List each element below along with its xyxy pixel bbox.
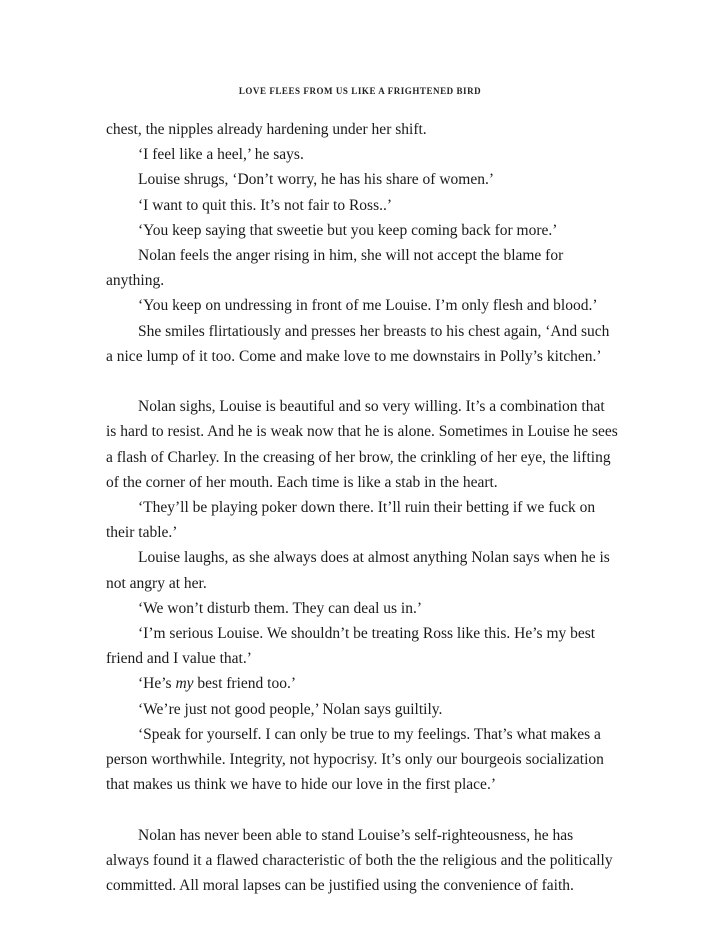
paragraph	[106, 823, 618, 899]
text-run: ‘I want to quit this. It’s not fair to Ross..’	[138, 196, 393, 214]
paragraph	[106, 243, 618, 293]
page-body	[106, 117, 618, 898]
text-run: She smiles flirtatiously and presses her breasts to his chest again, ‘And such a nice lump of it too. Come and make love to me downstairs in Polly’s kitchen.’	[106, 322, 610, 365]
text-run: ‘Speak for yourself. I can only be true to my feelings. That’s what makes a person worthwhile. Integrity, not hypocrisy. It’s only our bourgeois socialization that makes us think we have to hide our love in the first place.’	[106, 725, 604, 794]
text-run: chest, the nipples already hardening under her shift.	[106, 121, 427, 138]
text-run: ‘We’re just not good people,’ Nolan says guiltily.	[138, 700, 443, 718]
text-run: Louise laughs, as she always does at almost anything Nolan says when he is not angry at her.	[106, 549, 610, 592]
text-run: ‘I feel like a heel,’ he says.	[138, 146, 304, 164]
paragraph	[106, 621, 618, 671]
paragraph	[106, 193, 618, 218]
paragraph	[106, 293, 618, 318]
paragraph	[106, 495, 618, 545]
paragraph	[106, 697, 618, 722]
text-run: best friend too.’	[193, 675, 296, 693]
paragraph	[106, 117, 618, 142]
paragraph	[106, 142, 618, 167]
text-run: ‘We won’t disturb them. They can deal us in.’	[138, 599, 423, 617]
paragraph	[106, 545, 618, 595]
paragraph	[106, 218, 618, 243]
paragraph	[106, 722, 618, 798]
paragraph	[106, 394, 618, 495]
text-run-italic: my	[175, 675, 194, 693]
text-run: ‘I’m serious Louise. We shouldn’t be treating Ross like this. He’s my best friend and I value that.’	[106, 625, 596, 668]
text-run: Louise shrugs, ‘Don’t worry, he has his share of women.’	[138, 171, 495, 189]
text-run: Nolan has never been able to stand Louise’s self-righteousness, he has always found it a flawed characteristic of both the the religious and the politically committed. All moral lapses can be justified using the convenience of faith.	[106, 826, 613, 895]
running-header: LOVE FLEES FROM US LIKE A FRIGHTENED BIRD	[238, 86, 482, 96]
text-run: Nolan sighs, Louise is beautiful and so very willing. It’s a combination that is hard to resist. And he is weak now that he is alone. Sometimes in Louise he sees a flash of Charley. In the creasing of her brow, the crinkling of her eye, the lifting of the corner of her mouth. Each time is like a stab in the heart.	[106, 398, 618, 491]
paragraph	[106, 596, 618, 621]
text-run: ‘They’ll be playing poker down there. It’ll ruin their betting if we fuck on their table.’	[106, 499, 596, 542]
text-run: ‘You keep on undressing in front of me Louise. I’m only flesh and blood.’	[138, 297, 598, 315]
text-run: ‘He’s	[138, 675, 176, 693]
paragraph	[106, 319, 618, 369]
text-run: ‘You keep saying that sweetie but you keep coming back for more.’	[138, 221, 558, 239]
paragraph	[106, 671, 618, 696]
paragraph	[106, 167, 618, 192]
text-run: Nolan feels the anger rising in him, she will not accept the blame for anything.	[106, 247, 564, 290]
